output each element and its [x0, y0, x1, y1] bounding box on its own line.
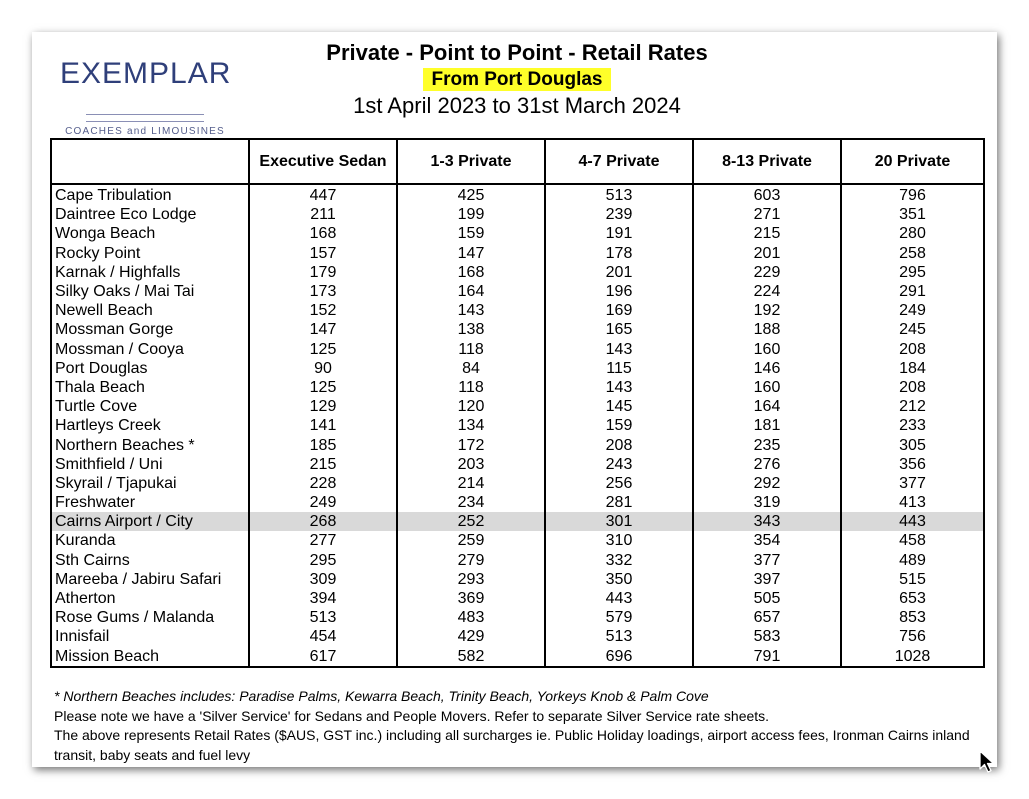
rate-cell: 653 — [841, 589, 984, 608]
rate-cell: 489 — [841, 551, 984, 570]
table-header-row — [51, 139, 984, 184]
rate-cell: 145 — [545, 397, 693, 416]
rate-cell: 579 — [545, 608, 693, 627]
rate-cell: 208 — [841, 340, 984, 359]
table-row — [51, 589, 984, 608]
rate-cell: 208 — [841, 378, 984, 397]
rate-cell: 271 — [693, 205, 841, 224]
destination-cell: Rose Gums / Malanda — [51, 608, 249, 627]
destination-cell: Silky Oaks / Mai Tai — [51, 282, 249, 301]
rate-cell: 201 — [545, 263, 693, 282]
rate-cell: 483 — [397, 608, 545, 627]
rate-cell: 354 — [693, 531, 841, 550]
rate-cell: 147 — [397, 244, 545, 263]
header-8-13-private: 8-13 Private — [693, 139, 841, 184]
rate-cell: 129 — [249, 397, 397, 416]
rate-cell: 356 — [841, 455, 984, 474]
rate-cell: 291 — [841, 282, 984, 301]
rate-cell: 196 — [545, 282, 693, 301]
table-body — [51, 184, 984, 667]
rate-cell: 159 — [545, 416, 693, 435]
rate-cell: 118 — [397, 378, 545, 397]
table-row — [51, 301, 984, 320]
rate-cell: 115 — [545, 359, 693, 378]
rate-cell: 201 — [693, 244, 841, 263]
table-row — [51, 435, 984, 454]
rate-cell: 215 — [693, 224, 841, 243]
rate-cell: 178 — [545, 244, 693, 263]
validity-dates: 1st April 2023 to 31st March 2024 — [353, 93, 681, 118]
table-row — [51, 282, 984, 301]
table-row — [51, 570, 984, 589]
rate-cell: 152 — [249, 301, 397, 320]
destination-cell: Smithfield / Uni — [51, 455, 249, 474]
header-1-3-private: 1-3 Private — [397, 139, 545, 184]
rate-cell: 160 — [693, 378, 841, 397]
destination-cell: Newell Beach — [51, 301, 249, 320]
rate-cell: 214 — [397, 474, 545, 493]
rate-cell: 305 — [841, 435, 984, 454]
rate-cell: 203 — [397, 455, 545, 474]
table-row — [51, 340, 984, 359]
rate-cell: 125 — [249, 378, 397, 397]
rate-cell: 429 — [397, 627, 545, 646]
rate-cell: 394 — [249, 589, 397, 608]
header-20-private: 20 Private — [841, 139, 984, 184]
rate-cell: 280 — [841, 224, 984, 243]
header-destination — [51, 139, 249, 184]
table-row — [51, 224, 984, 243]
rate-cell: 853 — [841, 608, 984, 627]
rate-cell: 224 — [693, 282, 841, 301]
table-row — [51, 493, 984, 512]
rate-cell: 125 — [249, 340, 397, 359]
destination-cell: Atherton — [51, 589, 249, 608]
rate-cell: 239 — [545, 205, 693, 224]
table-row — [51, 627, 984, 646]
rate-cell: 169 — [545, 301, 693, 320]
table-row — [51, 359, 984, 378]
header-executive-sedan: Executive Sedan — [249, 139, 397, 184]
destination-cell: Kuranda — [51, 531, 249, 550]
rate-cell: 413 — [841, 493, 984, 512]
rate-cell: 458 — [841, 531, 984, 550]
rate-cell: 249 — [841, 301, 984, 320]
logo-tagline: COACHES and LIMOUSINES — [65, 126, 225, 137]
rate-cell: 351 — [841, 205, 984, 224]
rate-cell: 582 — [397, 647, 545, 667]
rate-cell: 90 — [249, 359, 397, 378]
destination-cell: Mission Beach — [51, 647, 249, 667]
rate-cell: 160 — [693, 340, 841, 359]
rate-cell: 143 — [545, 340, 693, 359]
rate-cell: 617 — [249, 647, 397, 667]
rate-cell: 397 — [693, 570, 841, 589]
rate-cell: 377 — [693, 551, 841, 570]
rate-cell: 191 — [545, 224, 693, 243]
rate-cell: 505 — [693, 589, 841, 608]
table-row — [51, 378, 984, 397]
rate-cell: 168 — [397, 263, 545, 282]
rate-cell: 293 — [397, 570, 545, 589]
rate-cell: 513 — [545, 627, 693, 646]
table-row — [51, 244, 984, 263]
rate-cell: 134 — [397, 416, 545, 435]
rate-cell: 583 — [693, 627, 841, 646]
rate-cell: 447 — [249, 184, 397, 205]
rate-cell: 168 — [249, 224, 397, 243]
header-4-7-private: 4-7 Private — [545, 139, 693, 184]
rate-cell: 454 — [249, 627, 397, 646]
rate-cell: 281 — [545, 493, 693, 512]
rate-cell: 215 — [249, 455, 397, 474]
table-row — [51, 512, 984, 531]
table-row — [51, 263, 984, 282]
rate-cell: 233 — [841, 416, 984, 435]
mouse-pointer-icon — [978, 750, 996, 774]
rate-cell: 143 — [397, 301, 545, 320]
rate-cell: 147 — [249, 320, 397, 339]
rate-cell: 295 — [841, 263, 984, 282]
rate-cell: 696 — [545, 647, 693, 667]
table-row — [51, 474, 984, 493]
exemplar-logo — [60, 57, 232, 137]
rate-cell: 258 — [841, 244, 984, 263]
destination-cell: Skyrail / Tjapukai — [51, 474, 249, 493]
rate-cell: 185 — [249, 435, 397, 454]
rate-cell: 235 — [693, 435, 841, 454]
rate-cell: 268 — [249, 512, 397, 531]
logo-wordmark: EXEMPLAR — [60, 57, 232, 90]
rate-cell: 377 — [841, 474, 984, 493]
subtitle-wrapper — [292, 68, 742, 91]
rate-cell: 443 — [545, 589, 693, 608]
table-row — [51, 320, 984, 339]
page-title: Private - Point to Point - Retail Rates — [326, 40, 708, 65]
rate-cell: 229 — [693, 263, 841, 282]
table-row — [51, 397, 984, 416]
rate-cell: 310 — [545, 531, 693, 550]
rate-cell: 309 — [249, 570, 397, 589]
destination-cell: Thala Beach — [51, 378, 249, 397]
rate-cell: 1028 — [841, 647, 984, 667]
destination-cell: Mossman / Cooya — [51, 340, 249, 359]
rate-cell: 243 — [545, 455, 693, 474]
rate-cell: 277 — [249, 531, 397, 550]
footnotes — [54, 687, 984, 765]
note-retail-rates: The above represents Retail Rates ($AUS, GST inc.) including all surcharges ie. Public Holiday loadings, airport access fees, Ironman Cairns inland transit, baby seats and fuel levy — [54, 727, 970, 763]
rate-cell: 118 — [397, 340, 545, 359]
rate-cell: 138 — [397, 320, 545, 339]
page-subtitle: From Port Douglas — [423, 68, 610, 91]
destination-cell: Daintree Eco Lodge — [51, 205, 249, 224]
rate-cell: 515 — [841, 570, 984, 589]
destination-cell: Cairns Airport / City — [51, 512, 249, 531]
destination-cell: Freshwater — [51, 493, 249, 512]
table-row — [51, 416, 984, 435]
rate-cell: 199 — [397, 205, 545, 224]
table-row — [51, 205, 984, 224]
rate-cell: 319 — [693, 493, 841, 512]
rate-sheet-page — [32, 32, 997, 767]
rate-cell: 295 — [249, 551, 397, 570]
table-row — [51, 455, 984, 474]
rates-table — [50, 138, 985, 668]
rate-cell: 301 — [545, 512, 693, 531]
rate-cell: 369 — [397, 589, 545, 608]
rate-cell: 146 — [693, 359, 841, 378]
destination-cell: Wonga Beach — [51, 224, 249, 243]
rate-cell: 513 — [249, 608, 397, 627]
rate-cell: 796 — [841, 184, 984, 205]
rate-cell: 791 — [693, 647, 841, 667]
table-row — [51, 531, 984, 550]
rate-cell: 211 — [249, 205, 397, 224]
rate-cell: 179 — [249, 263, 397, 282]
rate-cell: 252 — [397, 512, 545, 531]
rate-cell: 245 — [841, 320, 984, 339]
rate-cell: 173 — [249, 282, 397, 301]
destination-cell: Hartleys Creek — [51, 416, 249, 435]
rate-cell: 172 — [397, 435, 545, 454]
rate-cell: 192 — [693, 301, 841, 320]
rate-cell: 212 — [841, 397, 984, 416]
rate-cell: 343 — [693, 512, 841, 531]
rate-cell: 234 — [397, 493, 545, 512]
table-row — [51, 608, 984, 627]
destination-cell: Mossman Gorge — [51, 320, 249, 339]
note-silver-service: Please note we have a 'Silver Service' for Sedans and People Movers. Refer to separate Silver Service rate sheets. — [54, 707, 770, 724]
rate-cell: 256 — [545, 474, 693, 493]
rate-cell: 657 — [693, 608, 841, 627]
rate-cell: 276 — [693, 455, 841, 474]
rate-cell: 143 — [545, 378, 693, 397]
rate-cell: 184 — [841, 359, 984, 378]
rate-cell: 181 — [693, 416, 841, 435]
rate-cell: 164 — [397, 282, 545, 301]
destination-cell: Port Douglas — [51, 359, 249, 378]
rate-cell: 425 — [397, 184, 545, 205]
rate-cell: 84 — [397, 359, 545, 378]
table-row — [51, 647, 984, 667]
destination-cell: Turtle Cove — [51, 397, 249, 416]
rate-cell: 513 — [545, 184, 693, 205]
rate-cell: 157 — [249, 244, 397, 263]
table-row — [51, 184, 984, 205]
rate-cell: 165 — [545, 320, 693, 339]
destination-cell: Northern Beaches * — [51, 435, 249, 454]
rate-cell: 279 — [397, 551, 545, 570]
rate-cell: 228 — [249, 474, 397, 493]
rate-cell: 164 — [693, 397, 841, 416]
rate-cell: 332 — [545, 551, 693, 570]
rate-cell: 208 — [545, 435, 693, 454]
rate-cell: 756 — [841, 627, 984, 646]
rate-cell: 443 — [841, 512, 984, 531]
rate-cell: 188 — [693, 320, 841, 339]
note-northern-beaches: * Northern Beaches includes: Paradise Palms, Kewarra Beach, Trinity Beach, Yorkeys Knob & Palm Cove — [54, 688, 709, 704]
rate-cell: 120 — [397, 397, 545, 416]
rate-cell: 292 — [693, 474, 841, 493]
table-row — [51, 551, 984, 570]
rate-cell: 249 — [249, 493, 397, 512]
rate-cell: 159 — [397, 224, 545, 243]
destination-cell: Cape Tribulation — [51, 184, 249, 205]
rate-cell: 603 — [693, 184, 841, 205]
destination-cell: Mareeba / Jabiru Safari — [51, 570, 249, 589]
rate-cell: 141 — [249, 416, 397, 435]
destination-cell: Karnak / Highfalls — [51, 263, 249, 282]
destination-cell: Rocky Point — [51, 244, 249, 263]
destination-cell: Sth Cairns — [51, 551, 249, 570]
rate-cell: 259 — [397, 531, 545, 550]
rate-cell: 350 — [545, 570, 693, 589]
destination-cell: Innisfail — [51, 627, 249, 646]
logo-divider — [86, 114, 204, 122]
